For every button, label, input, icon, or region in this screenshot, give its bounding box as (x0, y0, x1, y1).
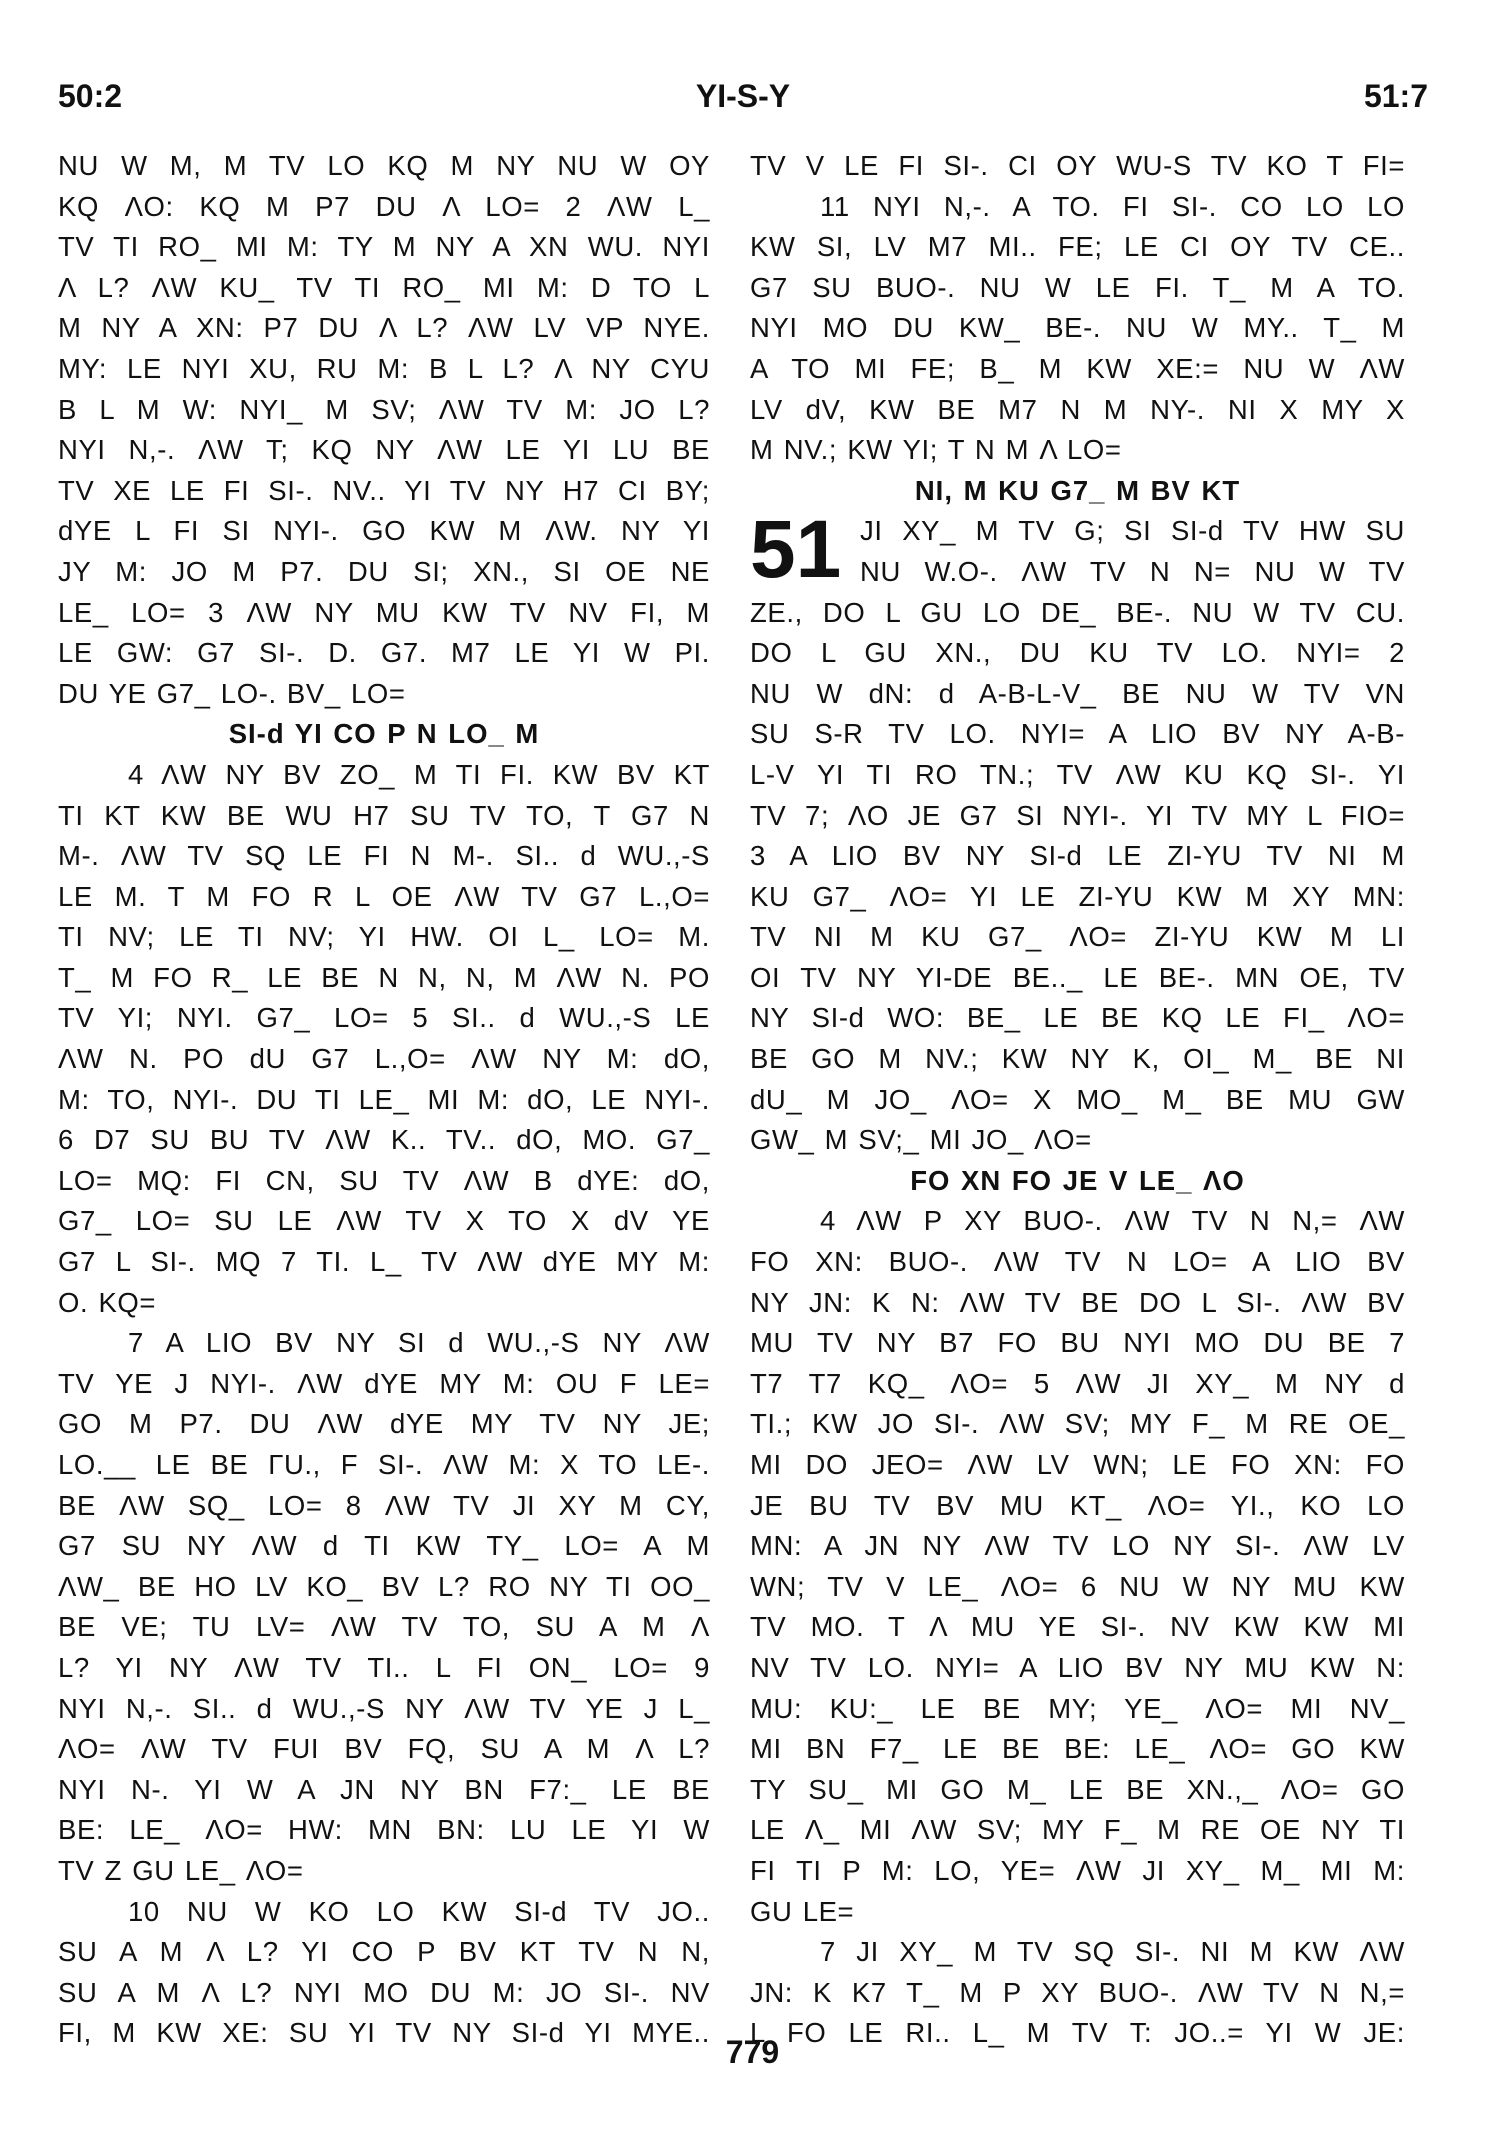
text-line: SU S-R TV LO. NYI= A LIO BV NY A-B- (750, 718, 1405, 750)
text-line: LE GW: G7 SI-. D. G7. M7 LE YI W PI. (58, 637, 710, 669)
text-line: NU W M, M TV LO KQ M NY NU W OY (58, 150, 710, 181)
text-line: KW SI, LV M7 MI.. FE; LE CI OY TV CE.. (750, 231, 1405, 263)
text-line: NYI N,-. SI.. d WU.,-S NY ΛW TV YE J L_ (58, 1692, 710, 1724)
text-line: BE ΛW SQ_ LO= 8 ΛW TV JI XY M CY, (58, 1489, 710, 1521)
text-line: DU YE G7_ LO-. BV_ LO= (58, 677, 406, 709)
text-line: NV TV LO. NYI= A LIO BV NY MU KW N: (750, 1651, 1405, 1683)
text-line: Λ L? ΛW KU_ TV TI RO_ MI M: D TO L (58, 271, 710, 303)
text-line: FO XN: BUO-. ΛW TV N LO= A LIO BV (750, 1246, 1405, 1278)
text-line: dYE L FI SI NYI-. GO KW M ΛW. NY YI (58, 515, 710, 547)
text-line: A TO MI FE; B_ M KW XE:= NU W ΛW (750, 352, 1405, 384)
text-line: TV Z GU LE_ ΛO= (58, 1854, 304, 1886)
text-line: G7 SU BUO-. NU W LE FI. T_ M A TO. (750, 271, 1405, 303)
page-header (58, 78, 1428, 128)
text-line: 7 JI XY_ M TV SQ SI-. NI M KW ΛW (820, 1936, 1405, 1968)
text-line: TV 7; ΛO JE G7 SI NYI-. YI TV MY L FIO= (750, 799, 1405, 831)
text-line: NY JN: K N: ΛW TV BE DO L SI-. ΛW BV (750, 1286, 1405, 1318)
text-line: MN: A JN NY ΛW TV LO NY SI-. ΛW LV (750, 1530, 1405, 1562)
section-heading: SI-d YI CO P N LO_ M (228, 718, 540, 750)
text-line: MI DO JEO= ΛW LV WN; LE FO XN: FO (750, 1449, 1405, 1480)
text-line: TI.; KW JO SI-. ΛW SV; MY F_ M RE OE_ (750, 1408, 1405, 1440)
header-right-reference: 51:7 (1363, 78, 1428, 114)
chapter-opening (750, 504, 1405, 596)
text-line: JE BU TV BV MU KT_ ΛO= YI., KO LO (750, 1489, 1405, 1521)
text-line: M NV.; KW YI; T N M Λ LO= (750, 434, 1122, 466)
text-line: MU TV NY B7 FO BU NYI MO DU BE 7 (750, 1327, 1405, 1359)
text-line: LE Λ_ MI ΛW SV; MY F_ M RE OE NY TI (750, 1814, 1405, 1846)
text-line: G7_ LO= SU LE ΛW TV X TO X dV YE (58, 1205, 710, 1237)
text-line: ΛO= ΛW TV FUI BV FQ, SU A M Λ L? (58, 1733, 710, 1765)
text-line: BE VE; TU LV= ΛW TV TO, SU A M Λ (58, 1611, 710, 1643)
text-line: NY SI-d WO: BE_ LE BE KQ LE FI_ ΛO= (750, 1002, 1405, 1034)
text-line: LE M. T M FO R L OE ΛW TV G7 L.,O= (58, 880, 710, 912)
text-line: LV dV, KW BE M7 N M NY-. NI X MY X (750, 393, 1405, 425)
text-line: 4 ΛW NY BV ZO_ M TI FI. KW BV KT (128, 758, 710, 790)
text-line: L-V YI TI RO TN.; TV ΛW KU KQ SI-. YI (750, 758, 1405, 790)
page-number: 779 (725, 2034, 780, 2070)
text-line: ΛW_ BE HO LV KO_ BV L? RO NY TI OO_ (58, 1570, 710, 1602)
text-line: DO L GU XN., DU KU TV LO. NYI= 2 (750, 637, 1405, 669)
text-line: SU A M Λ L? YI CO P BV KT TV N N, (58, 1936, 710, 1968)
text-line: JY M: JO M P7. DU SI; XN., SI OE NE (58, 555, 710, 587)
text-line: LO= MQ: FI CN, SU TV ΛW B dYE: dO, (58, 1164, 710, 1196)
text-line: OI TV NY YI-DE BE.._ LE BE-. MN OE, TV (750, 961, 1405, 993)
text-line: GO M P7. DU ΛW dYE MY TV NY JE; (58, 1408, 710, 1440)
text-line: TV NI M KU G7_ ΛO= ZI-YU KW M LI (750, 921, 1405, 953)
text-line: 10 NU W KO LO KW SI-d TV JO.. (128, 1895, 710, 1927)
text-line: MY: LE NYI XU, RU M: B L L? Λ NY CYU (58, 352, 710, 384)
section-heading: FO XN FO JE V LE_ ΛO (910, 1164, 1245, 1196)
text-line: NYI N-. YI W A JN NY BN F7:_ LE BE (58, 1773, 710, 1805)
text-line: M NY A XN: P7 DU Λ L? ΛW LV VP NYE. (58, 312, 710, 344)
text-line: LE_ LO= 3 ΛW NY MU KW TV NV FI, M (58, 596, 710, 628)
text-line: TV MO. T Λ MU YE SI-. NV KW KW MI (750, 1611, 1405, 1643)
text-line: 7 A LIO BV NY SI d WU.,-S NY ΛW (128, 1327, 710, 1359)
text-line: G7 L SI-. MQ 7 TI. L_ TV ΛW dYE MY M: (58, 1246, 710, 1278)
text-line: L? YI NY ΛW TV TI.. L FI ON_ LO= 9 (58, 1651, 710, 1683)
left-column (58, 146, 710, 2054)
text-line: 11 NYI N,-. A TO. FI SI-. CO LO LO (820, 190, 1405, 222)
text-line: 3 A LIO BV NY SI-d LE ZI-YU TV NI M (750, 840, 1405, 872)
header-book-title: YI-S-Y (695, 78, 791, 114)
text-line: NYI N,-. ΛW T; KQ NY ΛW LE YI LU BE (58, 434, 710, 466)
text-line: MI BN F7_ LE BE BE: LE_ ΛO= GO KW (750, 1733, 1405, 1765)
text-line: FI, M KW XE: SU YI TV NY SI-d YI MYE.. (58, 2017, 710, 2049)
text-line: B L M W: NYI_ M SV; ΛW TV M: JO L? (58, 393, 710, 425)
text-line: BE GO M NV.; KW NY K, OI_ M_ BE NI (750, 1043, 1405, 1075)
text-line: M: TO, NYI-. DU TI LE_ MI M: dO, LE NYI-. (58, 1083, 710, 1115)
text-line: T7 T7 KQ_ ΛO= 5 ΛW JI XY_ M NY d (750, 1367, 1405, 1399)
text-line: MU: KU:_ LE BE MY; YE_ ΛO= MI NV_ (750, 1692, 1405, 1724)
text-line: JN: K K7 T_ M P XY BUO-. ΛW TV N N,= (750, 1976, 1405, 2008)
text-line: G7 SU NY ΛW d TI KW TY_ LO= A M (58, 1530, 710, 1562)
header-left-reference: 50:2 (58, 78, 123, 114)
text-line: TI NV; LE TI NV; YI HW. OI L_ LO= M. (58, 921, 710, 953)
text-line: NU W dN: d A-B-L-V_ BE NU W TV VN (750, 677, 1405, 709)
chapter-number: 51 (750, 504, 842, 596)
text-line: WN; TV V LE_ ΛO= 6 NU W NY MU KW (750, 1570, 1405, 1602)
text-line: TV TI RO_ MI M: TY M NY A XN WU. NYI (58, 231, 710, 263)
text-line: O. KQ= (58, 1286, 157, 1318)
text-line: GU LE= (750, 1895, 855, 1927)
text-line: dU_ M JO_ ΛO= X MO_ M_ BE MU GW (750, 1083, 1405, 1115)
right-column (750, 146, 1405, 2054)
text-line: 4 ΛW P XY BUO-. ΛW TV N N,= ΛW (820, 1205, 1405, 1237)
text-line: TY SU_ MI GO M_ LE BE XN.,_ ΛO= GO (750, 1773, 1405, 1805)
text-line: T_ M FO R_ LE BE N N, N, M ΛW N. PO (58, 961, 710, 993)
section-heading: NI, M KU G7_ M BV KT (914, 474, 1241, 506)
text-line: SU A M Λ L? NYI MO DU M: JO SI-. NV (58, 1976, 710, 2008)
text-line: BE: LE_ ΛO= HW: MN BN: LU LE YI W (58, 1814, 710, 1846)
text-line: GW_ M SV;_ MI JO_ ΛO= (750, 1124, 1092, 1156)
text-line: JI XY_ M TV G; SI SI-d TV HW SU (860, 515, 1405, 547)
text-line: NYI MO DU KW_ BE-. NU W MY.. T_ M (750, 312, 1405, 344)
text-line: KU G7_ ΛO= YI LE ZI-YU KW M XY MN: (750, 880, 1405, 912)
text-line: TV XE LE FI SI-. NV.. YI TV NY H7 CI BY; (58, 474, 710, 506)
text-line: LO.__ LE BE ΓU., F SI-. ΛW M: X TO LE-. (58, 1449, 710, 1480)
text-line: ZE., DO L GU LO DE_ BE-. NU W TV CU. (750, 596, 1405, 628)
text-line: M-. ΛW TV SQ LE FI N M-. SI.. d WU.,-S (58, 840, 710, 872)
text-line: NU W.O-. ΛW TV N N= NU W TV (860, 555, 1405, 587)
text-line: TV YE J NYI-. ΛW dYE MY M: OU F LE= (58, 1367, 710, 1399)
text-line: TI KT KW BE WU H7 SU TV TO, T G7 N (58, 799, 710, 831)
text-line: ΛW N. PO dU G7 L.,O= ΛW NY M: dO, (58, 1043, 710, 1075)
text-line: FI TI P M: LO, YE= ΛW JI XY_ M_ MI M: (750, 1854, 1405, 1886)
text-line: TV YI; NYI. G7_ LO= 5 SI.. d WU.,-S LE (58, 1002, 710, 1034)
text-line: L FO LE RI.. L_ M TV T: JO..= YI W JE: (750, 2017, 1405, 2049)
text-line: KQ ΛO: KQ M P7 DU Λ LO= 2 ΛW L_ (58, 190, 710, 222)
text-line: TV V LE FI SI-. CI OY WU-S TV KO T FI= (750, 150, 1405, 181)
text-line: 6 D7 SU BU TV ΛW K.. TV.. dO, MO. G7_ (58, 1124, 710, 1156)
